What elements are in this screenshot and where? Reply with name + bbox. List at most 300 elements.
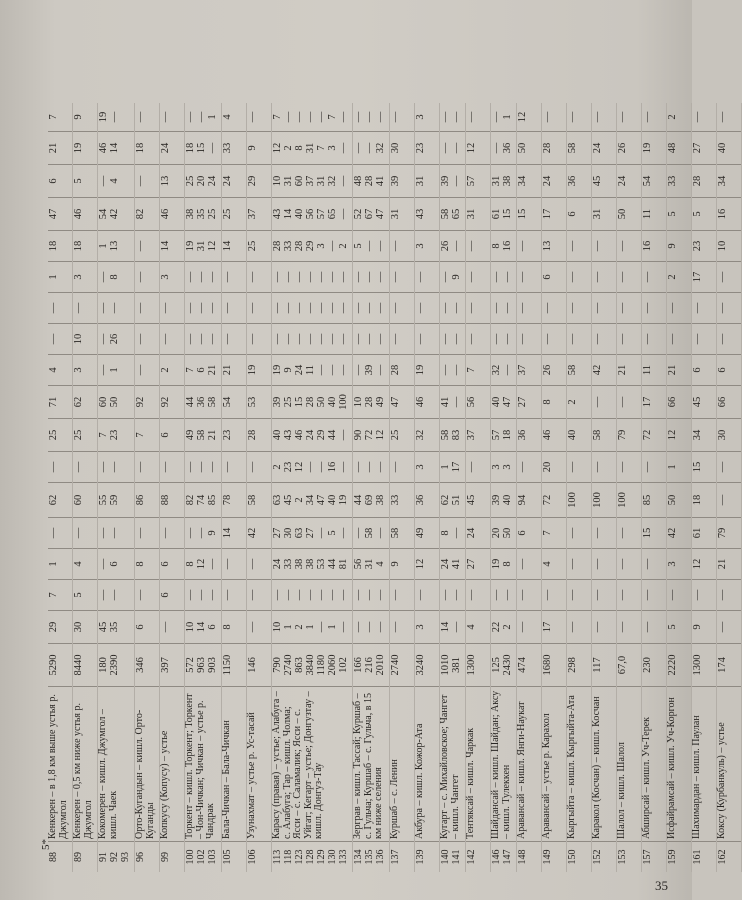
table-row	[222, 103, 247, 872]
value-line: 40	[491, 396, 502, 408]
value-cell	[272, 324, 353, 355]
value-cell	[48, 549, 73, 580]
value-cell	[48, 293, 73, 324]
station-number-line: 99	[160, 852, 171, 862]
value-line: —	[451, 621, 462, 633]
river-station-name: Кенкерен – в 1,8 км выше устья р. Джумгол	[48, 687, 73, 842]
value-line: —	[390, 589, 401, 601]
value-line: 10	[73, 333, 84, 345]
value-line: 7	[272, 114, 283, 120]
value-line: —	[109, 302, 120, 314]
value-line: 46	[294, 429, 305, 441]
value-line: 14	[283, 208, 294, 220]
value-line: —	[327, 240, 338, 252]
value-cell	[222, 132, 247, 165]
value-line: —	[305, 111, 316, 123]
value-line: 6	[160, 592, 171, 598]
value-line: —	[135, 333, 146, 345]
value-cell	[415, 262, 440, 293]
value-cell	[48, 419, 73, 452]
value-line: —	[567, 302, 578, 314]
value-line: —	[160, 527, 171, 539]
value-line: —	[353, 621, 364, 633]
value-line: 8	[502, 561, 513, 567]
value-line: 58	[567, 142, 578, 154]
value-line: —	[327, 589, 338, 601]
value-cell	[592, 355, 617, 386]
value-line: 38	[305, 558, 316, 570]
value-line: 18	[135, 142, 146, 154]
value-cell	[717, 549, 742, 580]
value-line: —	[98, 333, 109, 345]
value-line: —	[185, 333, 196, 345]
value-line: —	[222, 271, 233, 283]
value-line: —	[502, 302, 513, 314]
value-cell	[491, 103, 517, 132]
value-line: 49	[415, 527, 426, 539]
value-line: 14	[222, 527, 233, 539]
value-cell	[160, 324, 185, 355]
station-number-line: 148	[517, 849, 528, 865]
value-cell	[135, 483, 160, 518]
value-line: —	[390, 461, 401, 473]
value-line: 58	[567, 364, 578, 376]
value-line: —	[109, 589, 120, 601]
value-line: 19	[642, 142, 653, 154]
value-cell	[466, 580, 491, 611]
value-line: —	[185, 302, 196, 314]
value-cell	[717, 644, 742, 687]
value-line: —	[375, 589, 386, 601]
value-line: 31	[466, 208, 477, 220]
table-row	[491, 103, 517, 872]
value-line: —	[440, 142, 451, 154]
value-cell	[717, 518, 742, 549]
value-line: 11	[642, 208, 653, 220]
value-line: 15	[517, 208, 528, 220]
value-line: 44	[327, 429, 338, 441]
value-cell	[440, 580, 466, 611]
value-line: 474	[517, 657, 528, 673]
value-cell	[48, 518, 73, 549]
value-cell	[160, 386, 185, 419]
value-line: 22	[491, 621, 502, 633]
value-cell	[247, 103, 272, 132]
value-cell	[617, 419, 642, 452]
table-row	[48, 103, 73, 872]
value-line: —	[283, 589, 294, 601]
value-cell	[73, 103, 98, 132]
value-line: —	[135, 271, 146, 283]
value-cell	[542, 518, 567, 549]
value-cell	[247, 262, 272, 293]
table-row	[135, 103, 160, 872]
value-line: 5	[327, 530, 338, 536]
value-line: 20	[542, 461, 553, 473]
value-line: —	[364, 240, 375, 252]
value-line: —	[592, 302, 603, 314]
value-line: 49	[185, 429, 196, 441]
value-line: —	[98, 175, 109, 187]
value-line: —	[517, 240, 528, 252]
value-line: 33	[667, 175, 678, 187]
value-line: 3	[415, 114, 426, 120]
value-line: —	[717, 111, 728, 123]
table-row	[185, 103, 222, 872]
value-line: 14	[160, 240, 171, 252]
value-line: —	[517, 333, 528, 345]
value-cell	[73, 483, 98, 518]
value-cell	[272, 231, 353, 262]
value-line: 2	[294, 624, 305, 630]
value-line: —	[440, 302, 451, 314]
value-line: —	[316, 333, 327, 345]
value-line: 72	[364, 429, 375, 441]
value-line: 56	[466, 396, 477, 408]
river-station-name: Кокомерен – кишл. Джумгол – кишл. Чаек	[98, 687, 135, 842]
value-line: —	[390, 621, 401, 633]
value-cell	[272, 103, 353, 132]
value-cell	[98, 165, 135, 198]
value-cell	[390, 198, 415, 231]
value-cell	[415, 644, 440, 687]
value-cell	[415, 293, 440, 324]
value-line: —	[466, 271, 477, 283]
value-cell	[415, 580, 440, 611]
value-cell	[135, 518, 160, 549]
value-line: 21	[207, 364, 218, 376]
value-cell	[390, 165, 415, 198]
value-line: —	[305, 302, 316, 314]
value-line: 19	[185, 240, 196, 252]
table-row	[73, 103, 98, 872]
value-cell	[517, 483, 542, 518]
value-cell	[642, 419, 667, 452]
value-cell	[98, 419, 135, 452]
value-line: 8	[542, 399, 553, 405]
value-cell	[247, 355, 272, 386]
value-line: 56	[353, 558, 364, 570]
value-line: 5290	[48, 654, 59, 676]
value-cell	[491, 518, 517, 549]
value-line: 25	[48, 429, 59, 441]
value-line: 24	[305, 429, 316, 441]
station-number-line: 118	[283, 849, 294, 865]
value-line: 24	[466, 527, 477, 539]
station-number-line: 136	[375, 849, 386, 865]
value-line: —	[222, 333, 233, 345]
value-line: 81	[338, 558, 349, 570]
value-cell	[440, 103, 466, 132]
value-line: —	[160, 302, 171, 314]
value-line: 39	[272, 396, 283, 408]
value-line: 16	[502, 240, 513, 252]
value-line: 38	[502, 175, 513, 187]
value-line: 65	[327, 208, 338, 220]
value-line: —	[592, 271, 603, 283]
value-cell	[73, 293, 98, 324]
value-line: 24	[222, 175, 233, 187]
value-line: —	[375, 621, 386, 633]
value-line: 12	[294, 461, 305, 473]
value-line: 24	[272, 558, 283, 570]
value-line: 12	[517, 111, 528, 123]
value-cell	[692, 324, 717, 355]
value-line: —	[316, 621, 327, 633]
value-line: 47	[375, 208, 386, 220]
value-line: —	[338, 208, 349, 220]
value-cell	[73, 132, 98, 165]
station-number	[247, 842, 272, 873]
value-cell	[222, 483, 247, 518]
value-line: 37	[247, 208, 258, 220]
value-line: 2	[160, 367, 171, 373]
value-cell	[185, 611, 222, 644]
value-line: —	[466, 240, 477, 252]
value-cell	[247, 231, 272, 262]
value-line: 67	[364, 208, 375, 220]
value-cell	[642, 483, 667, 518]
river-station-name: Кыргыйта – кишл. Кыргыйта-Ата	[567, 687, 592, 842]
value-line: 28	[247, 429, 258, 441]
value-cell	[390, 644, 415, 687]
value-cell	[517, 262, 542, 293]
value-line: 78	[222, 494, 233, 506]
station-number-line: 137	[390, 849, 401, 865]
river-station-name: Тентяксай – кишл. Чаркак	[466, 687, 491, 842]
value-line: 15	[196, 142, 207, 154]
value-cell	[353, 165, 390, 198]
value-line: 72	[642, 429, 653, 441]
value-line: 72	[542, 494, 553, 506]
value-line: 37	[305, 175, 316, 187]
value-line: 6	[160, 432, 171, 438]
value-cell	[272, 132, 353, 165]
value-cell	[667, 103, 692, 132]
table-row	[542, 103, 567, 872]
value-cell	[617, 165, 642, 198]
value-line: 6	[135, 624, 146, 630]
value-line: 29	[48, 621, 59, 633]
river-station-name: Зерграв – кишл. Тассай; Куршаб – с. Гульча; Куршаб – с. Гульча, в 15 км ниже селения	[353, 687, 390, 842]
value-cell	[692, 103, 717, 132]
value-cell	[667, 386, 692, 419]
value-cell	[567, 518, 592, 549]
value-line: 37	[466, 429, 477, 441]
value-cell	[717, 355, 742, 386]
value-cell	[353, 518, 390, 549]
value-cell	[717, 262, 742, 293]
value-cell	[185, 386, 222, 419]
value-line: —	[327, 364, 338, 376]
value-line: 50	[517, 142, 528, 154]
value-line: 66	[717, 396, 728, 408]
value-line: —	[327, 302, 338, 314]
value-line: —	[491, 111, 502, 123]
value-line: —	[294, 271, 305, 283]
value-line: 25	[283, 396, 294, 408]
value-cell	[440, 132, 466, 165]
value-line: 12	[272, 142, 283, 154]
value-line: 41	[451, 558, 462, 570]
value-line: 23	[415, 142, 426, 154]
value-line: 17	[542, 208, 553, 220]
value-line: —	[316, 589, 327, 601]
value-line: 1300	[692, 654, 703, 676]
value-line: —	[517, 589, 528, 601]
station-number-line: 96	[135, 852, 146, 862]
value-line: 23	[222, 429, 233, 441]
value-cell	[73, 262, 98, 293]
value-cell	[642, 198, 667, 231]
station-number-line: 91	[98, 852, 109, 862]
value-line: —	[160, 621, 171, 633]
value-cell	[390, 262, 415, 293]
station-number	[353, 842, 390, 873]
value-line: 3	[415, 464, 426, 470]
value-line: —	[517, 621, 528, 633]
value-line: 2390	[109, 654, 120, 676]
value-line: —	[48, 527, 59, 539]
value-line: —	[222, 461, 233, 473]
value-line: —	[283, 333, 294, 345]
value-cell	[692, 262, 717, 293]
value-cell	[440, 419, 466, 452]
value-cell	[135, 198, 160, 231]
value-line: —	[196, 271, 207, 283]
value-line: —	[196, 461, 207, 473]
value-line: 34	[692, 429, 703, 441]
value-line: 10	[353, 396, 364, 408]
value-line: —	[617, 240, 628, 252]
value-cell	[390, 103, 415, 132]
value-cell	[692, 549, 717, 580]
value-line: —	[338, 302, 349, 314]
value-line: 17	[542, 621, 553, 633]
value-line: 53	[316, 558, 327, 570]
value-line: 216	[364, 657, 375, 673]
value-line: —	[364, 302, 375, 314]
value-line: —	[135, 364, 146, 376]
value-line: —	[222, 302, 233, 314]
value-cell	[135, 419, 160, 452]
river-station-name: Коксу (Курбанкуль) – устье	[717, 687, 742, 842]
value-cell	[667, 483, 692, 518]
value-cell	[491, 580, 517, 611]
value-line: 18	[73, 240, 84, 252]
value-line: 57	[316, 208, 327, 220]
station-number	[160, 842, 185, 873]
value-line: 8	[294, 145, 305, 151]
value-cell	[353, 132, 390, 165]
value-line: 4	[109, 178, 120, 184]
value-line: 23	[109, 429, 120, 441]
value-line: 1150	[222, 654, 233, 676]
value-line: —	[316, 271, 327, 283]
value-cell	[717, 580, 742, 611]
value-line: —	[353, 302, 364, 314]
value-line: 92	[135, 396, 146, 408]
station-number-line: 113	[272, 849, 283, 865]
value-line: 21	[207, 429, 218, 441]
value-line: 7	[316, 145, 327, 151]
value-line: —	[207, 333, 218, 345]
value-cell	[667, 355, 692, 386]
value-line: —	[617, 558, 628, 570]
value-line: 12	[415, 558, 426, 570]
value-cell	[517, 386, 542, 419]
value-line: 27	[305, 527, 316, 539]
value-line: —	[353, 589, 364, 601]
value-line: —	[642, 111, 653, 123]
value-cell	[222, 644, 247, 687]
value-cell	[185, 355, 222, 386]
value-line: 35	[109, 621, 120, 633]
value-line: 79	[617, 429, 628, 441]
value-line: —	[222, 558, 233, 570]
value-line: 19	[338, 494, 349, 506]
value-cell	[73, 644, 98, 687]
value-line: 9	[667, 243, 678, 249]
value-line: —	[272, 271, 283, 283]
station-number-line: 162	[717, 849, 728, 865]
value-line: —	[502, 271, 513, 283]
value-cell	[440, 644, 466, 687]
value-line: 8	[185, 561, 196, 567]
table-row	[247, 103, 272, 872]
value-line: —	[592, 621, 603, 633]
value-cell	[222, 103, 247, 132]
value-line: —	[642, 589, 653, 601]
value-line: 21	[667, 364, 678, 376]
value-cell	[73, 198, 98, 231]
value-cell	[353, 293, 390, 324]
value-line: 26	[109, 333, 120, 345]
value-line: 31	[364, 558, 375, 570]
value-line: 18	[48, 240, 59, 252]
value-line: 62	[440, 494, 451, 506]
station-number	[592, 842, 617, 873]
value-line: —	[364, 621, 375, 633]
value-cell	[466, 549, 491, 580]
value-cell	[353, 483, 390, 518]
value-cell	[592, 419, 617, 452]
value-line: 8	[440, 530, 451, 536]
value-cell	[617, 132, 642, 165]
value-line: 85	[207, 494, 218, 506]
value-line: 21	[48, 142, 59, 154]
value-line: —	[617, 302, 628, 314]
station-number-line: 153	[617, 849, 628, 865]
value-cell	[567, 103, 592, 132]
value-line: 82	[135, 208, 146, 220]
table-row	[440, 103, 466, 872]
value-cell	[440, 452, 466, 483]
value-line: 5	[667, 211, 678, 217]
value-line: 9	[692, 624, 703, 630]
value-line: —	[160, 111, 171, 123]
value-cell	[222, 355, 247, 386]
value-cell	[542, 231, 567, 262]
value-cell	[415, 355, 440, 386]
value-cell	[222, 518, 247, 549]
value-cell	[542, 355, 567, 386]
value-line: 27	[272, 527, 283, 539]
value-line: 31	[305, 142, 316, 154]
value-line: —	[440, 111, 451, 123]
value-line: 3	[160, 274, 171, 280]
value-line: 14	[440, 621, 451, 633]
